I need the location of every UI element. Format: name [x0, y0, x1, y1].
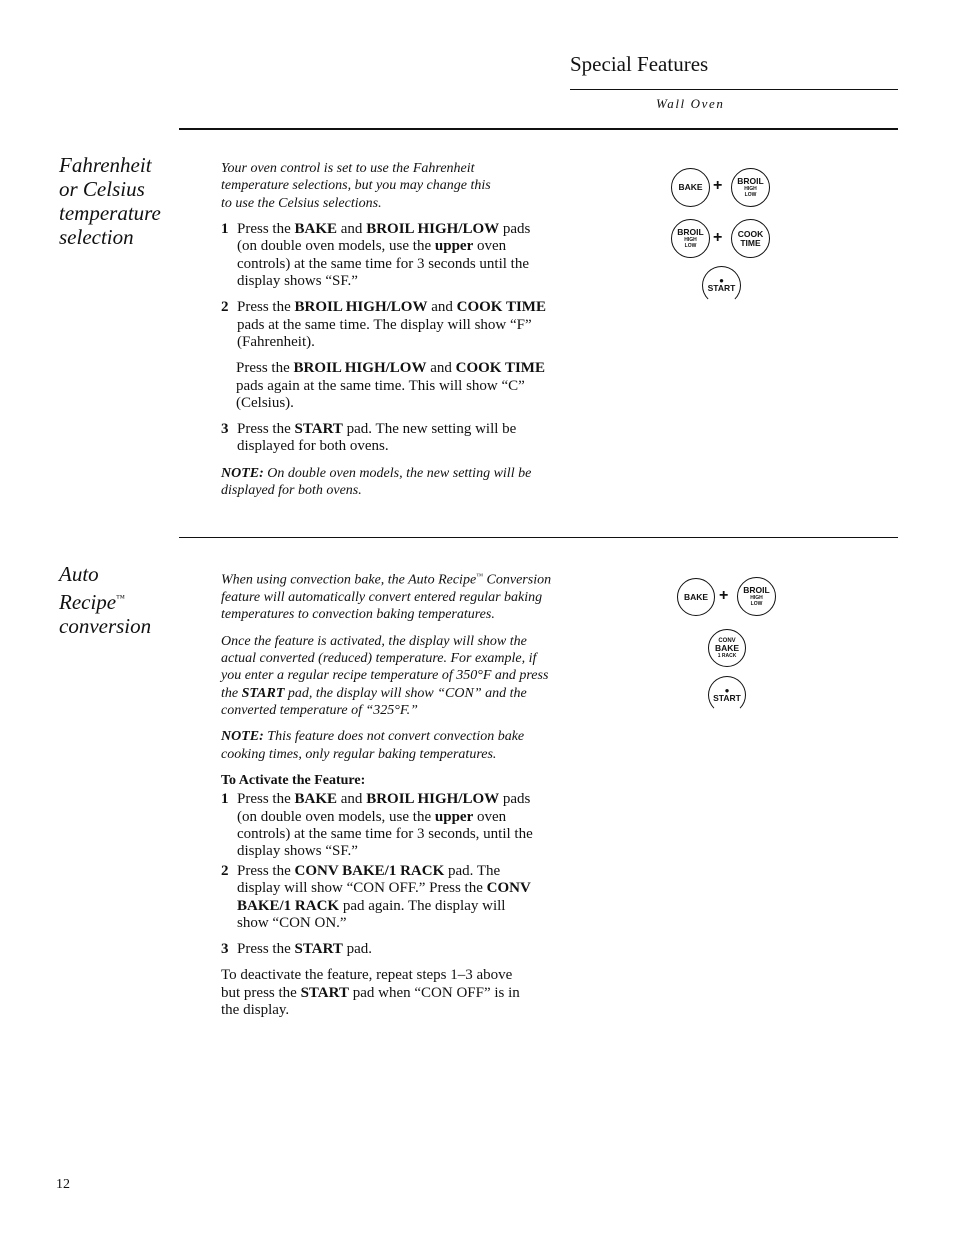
- bold-text: BROIL HIGH/LOW: [366, 791, 500, 808]
- step-text: [237, 863, 553, 933]
- pad-sublabel: HIGH: [744, 185, 757, 192]
- pad-sublabel: LOW: [744, 191, 757, 198]
- step-number: 3: [221, 421, 229, 438]
- text: pads (on double oven models, use the: [237, 791, 531, 825]
- text: When using convection bake, the Auto Recipe: [221, 572, 477, 588]
- start-pad[interactable]: [708, 676, 746, 714]
- bold-text: BAKE: [294, 791, 338, 808]
- text: pads (on double oven models, use the: [237, 220, 531, 255]
- page-header-title: Special Features: [570, 52, 709, 76]
- text: Press the: [237, 941, 295, 958]
- text: pad again. The display will show “CON ON.”: [237, 897, 506, 932]
- start-pad[interactable]: [702, 266, 741, 305]
- section-divider-top: [179, 128, 898, 130]
- pad-label: TIME: [740, 237, 761, 248]
- step-number: 1: [221, 791, 229, 808]
- section-title-auto-recipe: [59, 562, 177, 638]
- text: pad when “CON OFF” is in the display.: [221, 984, 520, 1019]
- activate-heading: [221, 772, 553, 789]
- header-rule: [570, 89, 898, 90]
- step-text: [237, 421, 553, 456]
- plus-icon: +: [713, 229, 723, 246]
- text: and: [337, 791, 367, 808]
- text: Conversion feature will automatically convert entered regular baking temperatures to convection baking temperatures.: [221, 572, 552, 623]
- section2-body: [221, 568, 553, 1028]
- title-line: selection: [59, 225, 134, 249]
- trademark: ™: [116, 593, 125, 603]
- text: Press the: [237, 791, 295, 808]
- pad-label: START: [707, 283, 736, 294]
- section1-step-1: [221, 221, 553, 291]
- bold-text: BROIL HIGH/LOW: [293, 360, 427, 377]
- deactivate-instructions: [221, 967, 553, 1019]
- note-label: NOTE:: [221, 729, 264, 745]
- bold-text: START: [294, 941, 343, 958]
- section-title-fahrenheit-celsius: [59, 153, 177, 249]
- intro-line: temperature selections, but you may change this: [221, 178, 491, 194]
- title-line: temperature: [59, 201, 161, 225]
- step-number: 2: [221, 299, 229, 316]
- section1-intro: [221, 160, 553, 212]
- text: Press the: [237, 299, 295, 316]
- note-text: On double oven models, the new setting will be displayed for both ovens.: [221, 465, 532, 498]
- pad-sublabel: 1 RACK: [717, 652, 737, 659]
- cook-time-pad[interactable]: [731, 219, 770, 258]
- text: To deactivate the feature, repeat steps 1–3 above but press the: [221, 967, 513, 1001]
- text: Press the: [237, 421, 295, 438]
- text: and: [427, 299, 457, 316]
- title-text: Recipe: [59, 590, 117, 614]
- text: and: [337, 220, 367, 237]
- text: Once the feature is activated, the display will show the actual converted (reduced) temperature. For example, if you enter a regular recipe temperature of 350°F and press the: [221, 633, 549, 701]
- page-number: 12: [56, 1177, 70, 1192]
- step-text: [237, 791, 553, 861]
- section1-step-2: [221, 299, 553, 351]
- bake-pad[interactable]: [677, 578, 715, 616]
- step-number: 2: [221, 862, 229, 879]
- broil-high-low-pad[interactable]: [671, 219, 710, 258]
- plus-icon: +: [713, 177, 723, 194]
- title-line: [59, 586, 177, 614]
- pad-label: BAKE: [678, 182, 703, 193]
- bold-text: COOK TIME: [456, 299, 546, 316]
- section2-intro: [221, 568, 553, 624]
- section1-note: [221, 465, 553, 500]
- text: pad. The display will show “CON OFF.” Press the: [237, 862, 501, 897]
- bold-text: COOK TIME: [455, 360, 545, 377]
- title-line: Auto: [59, 562, 99, 586]
- section2-intro-2: [221, 633, 553, 720]
- broil-high-low-pad[interactable]: [737, 577, 776, 616]
- pad-sublabel: LOW: [684, 242, 697, 249]
- section2-step-1: [221, 791, 553, 861]
- pad-label: BAKE: [683, 591, 709, 602]
- intro-line: Your oven control is set to use the Fahrenheit: [221, 161, 475, 176]
- bold-text: CONV BAKE/1 RACK: [237, 880, 531, 914]
- trademark: ™: [476, 572, 484, 580]
- pad-label: BROIL: [737, 176, 764, 187]
- text: pads again at the same time. This will show “C” (Celsius).: [236, 377, 525, 411]
- start-dot-icon: ●: [724, 685, 730, 695]
- section2-note: [221, 728, 553, 763]
- bold-text: upper: [434, 808, 474, 825]
- step-text: [237, 299, 553, 351]
- bold-text: upper: [434, 238, 474, 255]
- text: pads at the same time. The display will show “F” (Fahrenheit).: [237, 316, 532, 351]
- bake-pad[interactable]: [671, 168, 710, 207]
- text: oven controls) at the same time for 3 seconds, until the display shows “SF.”: [237, 808, 533, 860]
- text: Press the: [236, 360, 294, 377]
- section2-step-3: [221, 941, 553, 958]
- bold-text: BROIL HIGH/LOW: [366, 220, 500, 237]
- bold-text: BAKE: [294, 220, 338, 237]
- pad-label: BROIL: [677, 227, 704, 238]
- bold-text: BROIL HIGH/LOW: [294, 299, 428, 316]
- pad-label: BROIL: [743, 585, 770, 596]
- pad-sublabel: CONV: [718, 638, 736, 645]
- text: oven controls) at the same time for 3 seconds until the display shows “SF.”: [237, 238, 530, 290]
- heading-text: To Activate the Feature:: [221, 772, 366, 788]
- section1-step-3: [221, 421, 553, 456]
- section1-body: [221, 160, 553, 508]
- pad-label: COOK: [737, 229, 764, 239]
- step-number: 1: [221, 220, 229, 237]
- bold-text: START: [294, 421, 343, 438]
- pad-sublabel: LOW: [750, 600, 763, 607]
- pad-sublabel: HIGH: [684, 236, 697, 243]
- pad-label: BAKE: [714, 643, 740, 654]
- pad-sublabel: HIGH: [750, 594, 763, 601]
- bold-text: CONV BAKE/1 RACK: [294, 862, 445, 879]
- bold-text: START: [300, 984, 349, 1001]
- note-label: NOTE:: [221, 465, 264, 481]
- step-text: [237, 221, 553, 291]
- text: pad. The new setting will be displayed for both ovens.: [237, 421, 517, 455]
- title-line: conversion: [59, 614, 152, 638]
- section2-step-2: [221, 863, 553, 933]
- step-number: 3: [221, 941, 229, 958]
- conv-bake-1-rack-pad[interactable]: [708, 629, 746, 667]
- bold-text: START: [241, 685, 285, 701]
- intro-line: to use the Celsius selections.: [221, 195, 382, 211]
- title-line: Fahrenheit: [59, 153, 152, 177]
- note-text: This feature does not convert convection bake cooking times, only regular baking temperatures.: [221, 729, 525, 762]
- text: pad.: [342, 941, 373, 958]
- step-text: [237, 941, 553, 958]
- pad-label: START: [713, 692, 741, 703]
- title-line: or Celsius: [59, 177, 145, 201]
- page-header-subtitle: Wall Oven: [656, 96, 725, 111]
- text: Press the: [237, 862, 295, 879]
- text: Press the: [237, 220, 295, 237]
- section-divider: [179, 537, 898, 538]
- section1-step-2-continued: [221, 360, 553, 412]
- text: pad, the display will show “CON” and the converted temperature of “325°F.”: [221, 685, 527, 719]
- start-dot-icon: ●: [719, 276, 724, 286]
- broil-high-low-pad[interactable]: [731, 168, 770, 207]
- plus-icon: +: [719, 587, 729, 604]
- text: and: [426, 360, 456, 377]
